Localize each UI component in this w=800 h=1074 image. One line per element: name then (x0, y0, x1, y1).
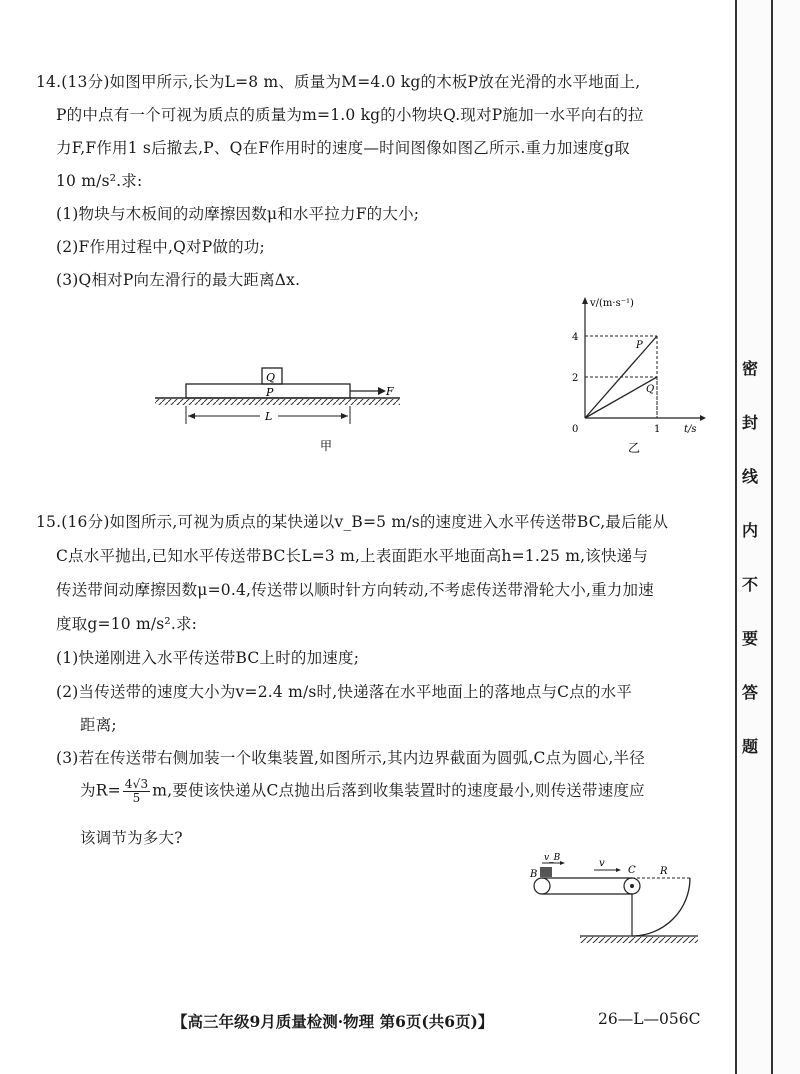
label-l: L (265, 410, 273, 423)
q14-sub-3: (3)Q相对P向左滑行的最大距离Δx. (56, 271, 301, 289)
q15-sub-3-line-2 (80, 778, 645, 805)
q14-sub-1: (1)物块与木板间的动摩擦因数μ和水平拉力F的大小; (56, 205, 420, 223)
chart-axes (582, 297, 706, 421)
origin-label: 0 (572, 424, 579, 435)
footer-title: 【高三年级9月质量检测·物理 第6页(共6页)】 (172, 1012, 494, 1031)
pulley-left (534, 878, 550, 894)
side-char-2: 封 (742, 413, 759, 432)
q15-sub-3: (3)若在传送带右侧加装一个收集装置,如图所示,其内边界截面为圆弧,C点为圆心,半径 (56, 749, 645, 767)
r-denominator: 5 (132, 791, 141, 805)
side-char-5: 不 (742, 575, 759, 594)
caption-jia: 甲 (320, 439, 333, 453)
figure-conveyor (520, 848, 700, 948)
r-fraction (123, 778, 151, 805)
q15-line-3: 传送带间动摩擦因数μ=0.4,传送带以顺时针方向转动,不考虑传送带滑轮大小,重力加速 (56, 581, 654, 599)
side-char-7: 答 (742, 683, 759, 702)
side-char-1: 密 (742, 359, 759, 378)
side-char-3: 线 (742, 467, 759, 486)
label-vb: v_B (544, 853, 561, 863)
q15-sub-3-line-3: 该调节为多大? (80, 829, 183, 847)
margin-line-left (735, 0, 737, 1074)
series-label-q: Q (646, 384, 655, 395)
label-r: R (660, 866, 668, 877)
y-tick-2: 2 (572, 373, 579, 384)
q14-line-3: 力F,F作用1 s后撤去,P、Q在F作用时的速度—时间图像如图乙所示.重力加速度g取 (56, 139, 630, 157)
label-p: P (266, 386, 274, 399)
collector-arc (632, 878, 690, 936)
q14-line-4: 10 m/s².求: (56, 172, 143, 190)
footer-code: 26—L—056C (598, 1010, 701, 1028)
y-axis-label: v/(m·s⁻¹) (590, 298, 634, 309)
q15-line-4: 度取g=10 m/s².求: (56, 615, 198, 633)
figure-jia (150, 360, 410, 460)
q15-line-2: C点水平抛出,已知水平传送带BC长L=3 m,上表面距水平地面高h=1.25 m,该快递与 (56, 547, 649, 565)
side-char-6: 要 (742, 629, 759, 648)
margin-line-right (771, 0, 773, 1074)
label-c: C (628, 865, 636, 876)
q14-line-2: P的中点有一个可视为质点的质量为m=1.0 kg的小物块Q.现对P施加一水平向右的拉 (56, 106, 644, 124)
y-tick-4: 4 (572, 332, 579, 343)
label-v: v (599, 858, 605, 869)
x-axis-label: t/s (684, 424, 697, 435)
side-char-8: 题 (742, 737, 759, 756)
q15-sub-2: (2)当传送带的速度大小为v=2.4 m/s时,快递落在水平地面上的落地点与C点的水平 (56, 683, 633, 701)
q15-sub-1: (1)快递刚进入水平传送带BC上时的加速度; (56, 649, 360, 667)
label-f: F (386, 385, 394, 398)
r-prefix: 为R= (80, 781, 121, 800)
r-suffix: m,要使该快递从C点抛出后落到收集装置时的速度最小,则传送带速度应 (152, 781, 645, 800)
label-q: Q (266, 371, 276, 384)
q15-line-1: 15.(16分)如图所示,可视为质点的某快递以v_B=5 m/s的速度进入水平传送带BC,最后能从 (36, 513, 669, 531)
series-label-p: P (636, 340, 643, 351)
caption-yi: 乙 (628, 441, 641, 455)
figure-yi-vt-chart (560, 292, 710, 457)
q14-line-1: 14.(13分)如图甲所示,长为L=8 m、质量为M=4.0 kg的木板P放在光滑的水平地面上, (36, 73, 641, 91)
parcel-box (540, 867, 552, 877)
label-b: B (530, 869, 538, 880)
q15-sub-2-cont: 距离; (80, 716, 117, 734)
x-tick-1: 1 (654, 424, 661, 435)
q14-sub-2: (2)F作用过程中,Q对P做的功; (56, 238, 265, 256)
r-numerator: 4√3 (124, 777, 149, 791)
side-char-4: 内 (742, 521, 759, 540)
